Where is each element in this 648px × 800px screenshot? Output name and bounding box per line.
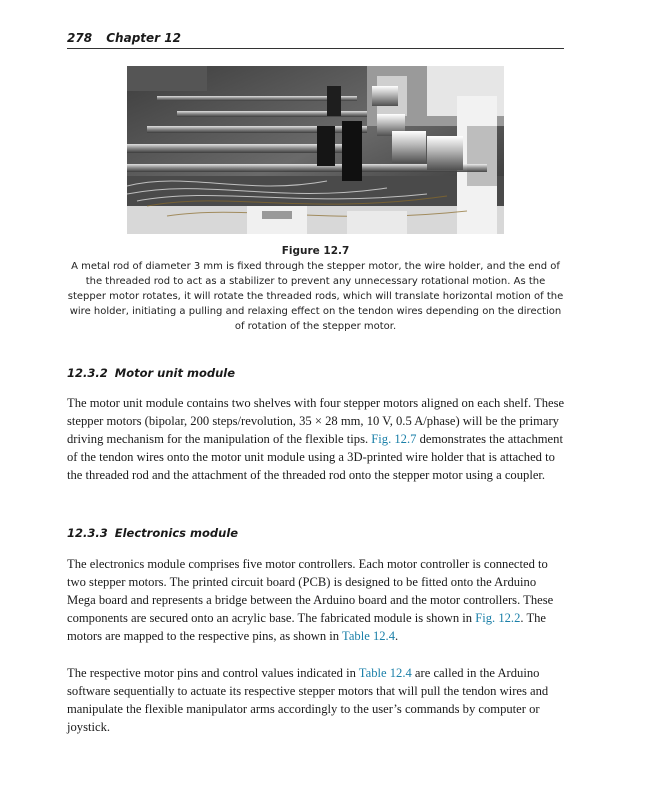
- motor-unit-paragraph: [67, 394, 566, 484]
- section-heading-motor-unit: [67, 366, 564, 380]
- section-number: 12.3.2: [67, 366, 108, 380]
- table-12-4-link[interactable]: Table 12.4: [358, 666, 412, 680]
- electronics-paragraph-2: [67, 664, 566, 736]
- fig-12-2-link[interactable]: Fig. 12.2: [475, 611, 521, 625]
- paragraph-text: demonstrates the attachment of the tendon wires onto the motor unit module using a 3D-printed wire holder that is attached to the threaded rod and the attachment of the threaded rod onto the stepper motor using a coupler.: [67, 432, 563, 482]
- table-12-4-link[interactable]: Table 12.4: [342, 629, 396, 643]
- figure-photo: [127, 66, 504, 234]
- chapter-label: Chapter 12: [106, 31, 181, 45]
- section-heading-electronics: [67, 526, 564, 540]
- running-header: [67, 31, 564, 49]
- figure-caption-text: A metal rod of diameter 3 mm is fixed through the stepper motor, the wire holder, and the end of the threaded rod to act as a stabilizer to prevent any unnecessary rotational motion. As the stepper motor rotates, it will rotate the threaded rods, which will translate horizontal motion of the wire holder, initiating a pulling and relaxing effect on the tendon wires depending on the direction of rotation of the stepper motor.: [67, 261, 564, 332]
- paragraph-text: are called in the Arduino software sequentially to actuate its respective stepper motors that will pull the tendon wires and manipulate the flexible manipulator arms accordingly to the user’s commands by computer or joystick.: [67, 666, 549, 734]
- section-number: 12.3.3: [67, 526, 108, 540]
- fig-12-7-link[interactable]: Fig. 12.7: [371, 432, 417, 446]
- figure-title: Figure 12.7: [281, 245, 350, 257]
- paragraph-text: . The motors are mapped to the respective pins, as shown in: [67, 611, 547, 643]
- section-title: Electronics module: [114, 526, 239, 540]
- page-number: 278: [67, 31, 93, 45]
- paragraph-text: The electronics module comprises five motor controllers. Each motor controller is connected to two stepper motors. The printed circuit board (PCB) is designed to be fitted onto the Arduino Mega board and represents a bridge between the Arduino board and the motor controllers. These components are secured onto an acrylic base. The fabricated module is shown in: [67, 557, 554, 625]
- figure-caption: [67, 244, 564, 334]
- electronics-paragraph-1: [67, 555, 566, 645]
- stepper-motor-assembly-image: [127, 66, 504, 234]
- paragraph-text: The motor unit module contains two shelves with four stepper motors aligned on each shelf. These stepper motors (bipolar, 200 steps/revolution, 35 × 28 mm, 10 V, 0.5 A/phase) will be the primary driving mechanism for the manipulation of the flexible tips.: [67, 396, 565, 446]
- section-title: Motor unit module: [114, 366, 236, 380]
- paragraph-text: The respective motor pins and control values indicated in: [67, 666, 359, 680]
- paragraph-text: .: [395, 629, 399, 643]
